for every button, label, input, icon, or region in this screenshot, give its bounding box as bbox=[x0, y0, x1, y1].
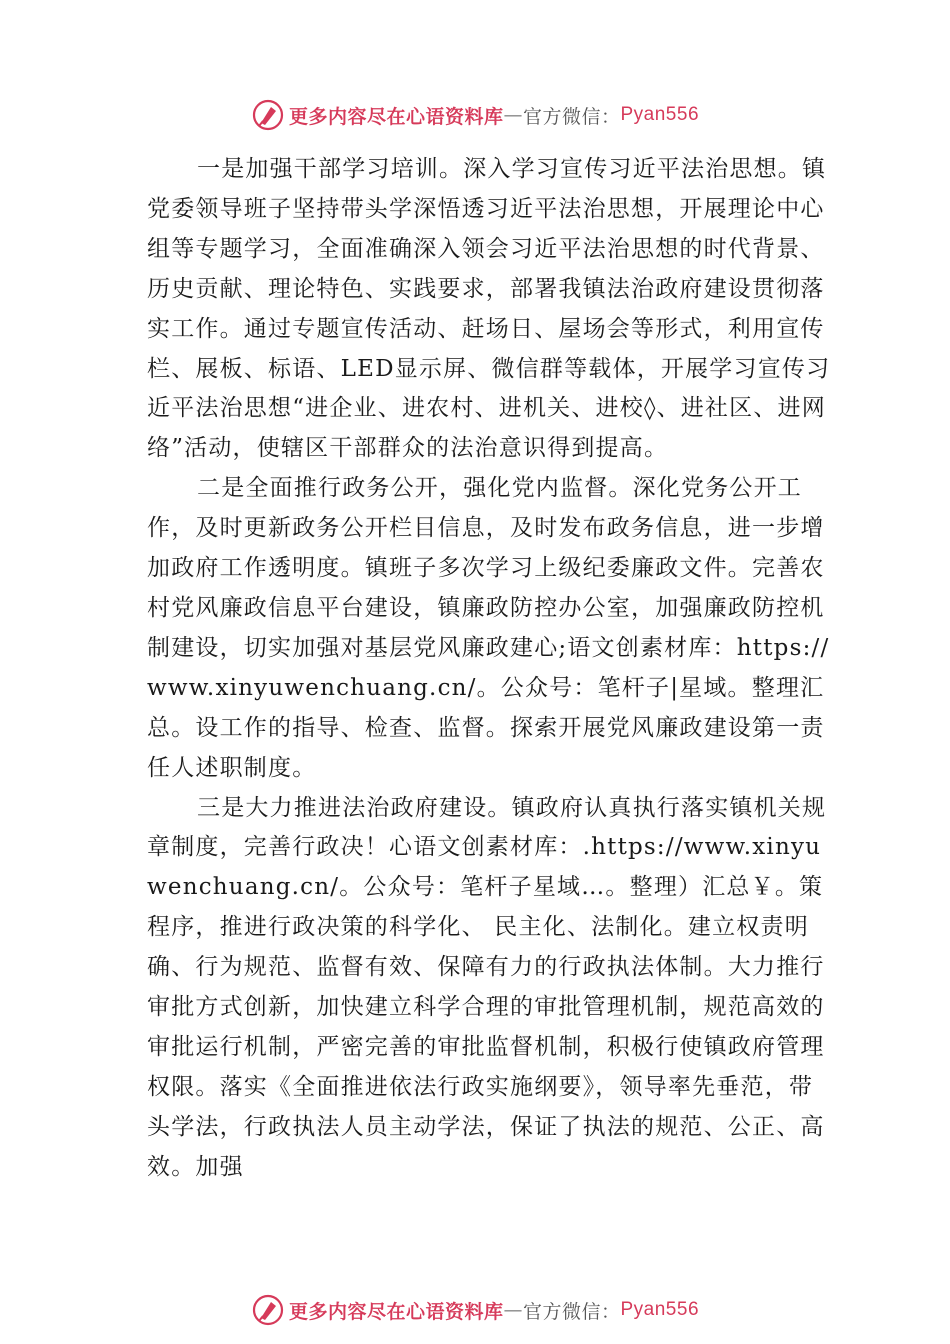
paragraph-2-text: 二是全面推行政务公开，强化党内监督。深化党务公开工作，及时更新政务公开栏目信息，及时发布政务信息，进一步增加政府工作透明度。镇班子多次学习上级纪委廉政文件。完善农村党风廉政信息平台建设，镇廉政防控办公室，加强廉政防控机制建设，切实加强对基层党风廉政建心;语文创素材库：https://www.xinyuwenchuang.cn/。公众号：笔杆子|星域。整理汇总。设工作的指导、检查、监督。探索开展党风廉政建设第一责任人述职制度。 bbox=[147, 475, 830, 781]
header-separator: — bbox=[503, 104, 523, 126]
header-official-label: 官方微信： bbox=[522, 105, 621, 128]
header-brand-text: 更多内容尽在心语资料库 bbox=[288, 105, 504, 128]
pen-nib-logo-icon bbox=[251, 1293, 285, 1327]
footer-separator: — bbox=[503, 1299, 523, 1321]
footer-wechat-handle: Pyan556 bbox=[620, 1299, 700, 1320]
footer-official-label: 官方微信： bbox=[522, 1300, 621, 1323]
document-body bbox=[147, 150, 837, 1188]
paragraph-3 bbox=[147, 789, 837, 1188]
footer-brand-text: 更多内容尽在心语资料库 bbox=[288, 1300, 504, 1323]
paragraph-3-text: 三是大力推进法治政府建设。镇政府认真执行落实镇机关规章制度，完善行政决！心语文创素材库：.https://www.xinyuwenchuang.cn/。公众号：笔杆子星域…。整理）汇总￥。策程序，推进行政决策的科学化、 民主化、法制化。建立权责明确、行为规范、监督有效、保障有力的行政执法体制。大力推行审批方式创新，加快建立科学合理的审批管理机制，规范高效的审批运行机制，严密完善的审批监督机制，积极行使镇政府管理权限。落实《全面推进依法行政实施纲要》，领导率先垂范，带头学法，行政执法人员主动学法，保证了执法的规范、公正、高效。加强 bbox=[147, 794, 827, 1180]
header-watermark-banner bbox=[0, 95, 950, 135]
paragraph-2 bbox=[147, 469, 837, 788]
paragraph-1-text: 一是加强干部学习培训。深入学习宣传习近平法治思想。镇党委领导班子坚持带头学深悟透习近平法治思想，开展理论中心组等专题学习，全面准确深入领会习近平法治思想的时代背景、历史贡献、理论特色、实践要求，部署我镇法治政府建设贯彻落实工作。通过专题宣传活动、赶场日、屋场会等形式，利用宣传栏、展板、标语、LED显示屏、微信群等载体，开展学习宣传习近平法治思想“进企业、进农村、进机关、进校◊、进社区、进网络”活动，使辖区干部群众的法治意识得到提高。 bbox=[147, 156, 831, 462]
header-wechat-handle: Pyan556 bbox=[620, 104, 700, 125]
paragraph-1 bbox=[147, 150, 837, 469]
footer-watermark-banner bbox=[0, 1290, 950, 1330]
pen-nib-logo-icon bbox=[251, 98, 285, 132]
